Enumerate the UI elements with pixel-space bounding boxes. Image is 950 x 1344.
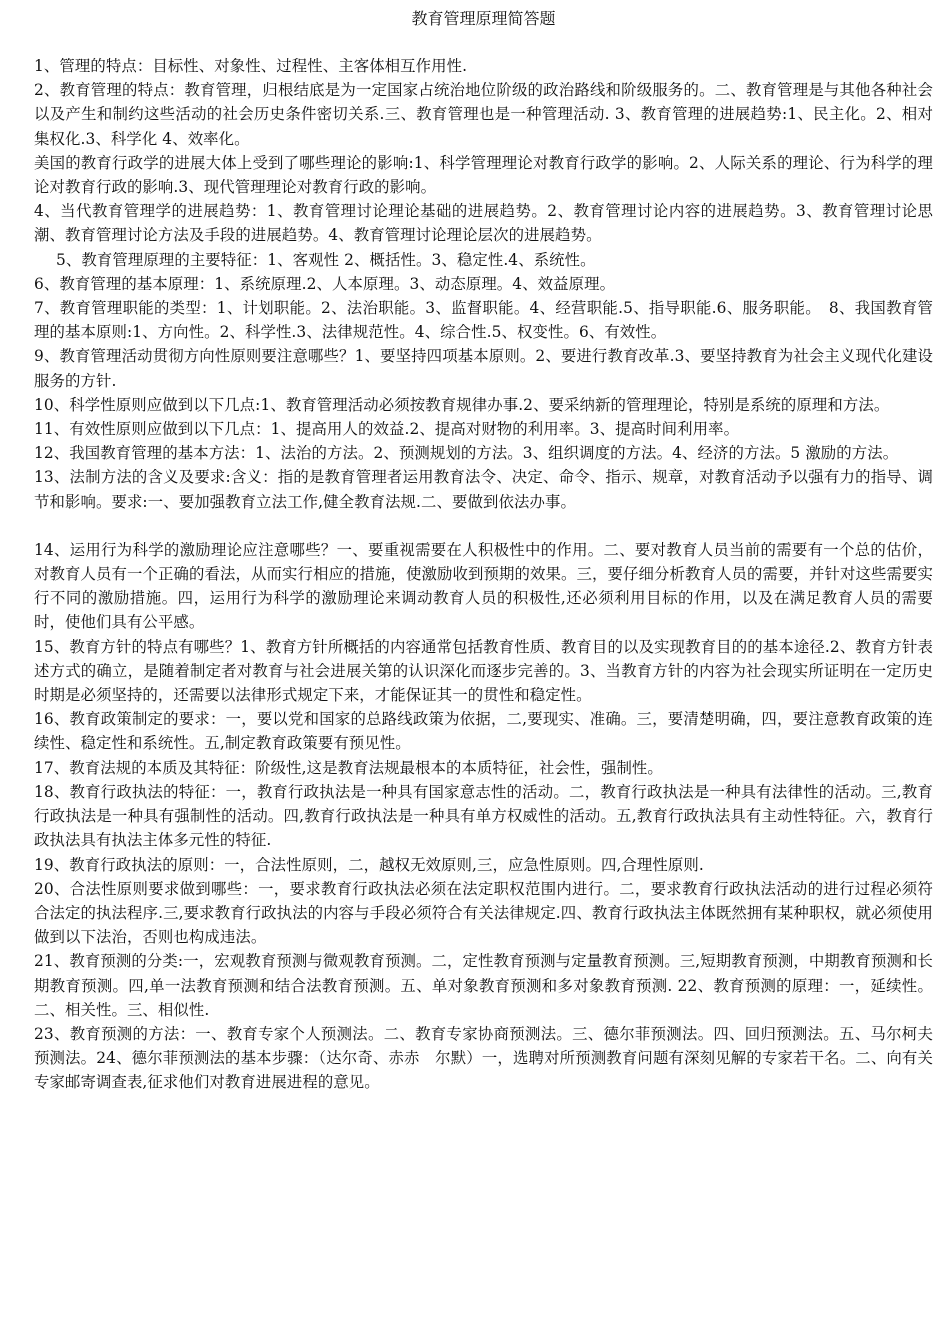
paragraph: 13、法制方法的含义及要求:含义：指的是教育管理者运用教育法令、决定、命令、指示、规章，对教育活动予以强有力的指导、调节和影响。要求:一、要加强教育立法工作,健全教育法规.二、要做到依法办事。 [34, 468, 933, 511]
paragraph: 9、教育管理活动贯彻方向性原则要注意哪些？1、要坚持四项基本原则。2、要进行教育改革.3、要坚持教育为社会主义现代化建设服务的方针. [34, 347, 933, 390]
paragraph: 7、教育管理职能的类型：1、计划职能。2、法治职能。3、监督职能。4、经营职能.5、指导职能.6、服务职能。 8、我国教育管理的基本原则:1、方向性。2、科学性.3、法律规范性。4、综合性.5、权变性。6、有效性。 [34, 299, 933, 342]
paragraph: 美国的教育行政学的进展大体上受到了哪些理论的影响:1、科学管理理论对教育行政学的影响。2、人际关系的理论、行为科学的理论对教育行政的影响.3、现代管理理论对教育行政的影响。 [34, 153, 933, 197]
paragraph: 11、有效性原则应做到以下几点：1、提高用人的效益.2、提高对财物的利用率。3、提高时间利用率。 [34, 420, 740, 439]
paragraph: 17、教育法规的本质及其特征：阶级性,这是教育法规最根本的本质特征，社会性，强制性。 [34, 758, 663, 777]
paragraph: 20、合法性原则要求做到哪些：一，要求教育行政执法必须在法定职权范围内进行。二，要求教育行政执法活动的进行过程必须符合法定的执法程序.三,要求教育行政执法的内容与手段必须符合有关法律规定.四、教育行政执法主体既然拥有某种职权，就必须使用做到以下法治，否则也构成违法。 [34, 879, 933, 947]
paragraph: 18、教育行政执法的特征：一，教育行政执法是一种具有国家意志性的活动。二，教育行政执法是一种具有法律性的活动。三,教育行政执法是一种具有强制性的活动。四,教育行政执法是一种具有单方权威性的活动。五,教育行政执法具有主动性特征。六，教育行政执法具有执法主体多元性的特征. [34, 782, 933, 850]
paragraph: 19、教育行政执法的原则：一，合法性原则，二，越权无效原则,三，应急性原则。四,合理性原则. [34, 855, 704, 874]
document-body [34, 54, 933, 1095]
paragraph: 2、教育管理的特点：教育管理，归根结底是为一定国家占统治地位阶级的政治路线和阶级服务的。二、教育管理是与其他各种社会以及产生和制约这些活动的社会历史条件密切关系.三、教育管理也是一种管理活动. 3、教育管理的进展趋势:1、民主化。2、相对集权化.3、科学化 4、效率化。 [34, 81, 933, 148]
document-title: 教育管理原理简答题 [411, 9, 556, 28]
paragraph: 4、当代教育管理学的进展趋势：1、教育管理讨论理论基础的进展趋势。2、教育管理讨论内容的进展趋势。3、教育管理讨论思潮、教育管理讨论方法及手段的进展趋势。4、教育管理讨论理论层次的进展趋势。 [34, 202, 933, 245]
paragraph: 12、我国教育管理的基本方法：1、法治的方法。2、预测规划的方法。3、组织调度的方法。4、经济的方法。5 激励的方法。 [34, 444, 899, 463]
paragraph: 14、运用行为科学的激励理论应注意哪些？一、要重视需要在人积极性中的作用。二、要对教育人员当前的需要有一个总的估价，对教育人员有一个正确的看法，从而实行相应的措施，使激励收到预期的效果。三，要仔细分析教育人员的需要，并针对这些需要实行不同的激励措施。四，运用行为科学的激励理论来调动教育人员的积极性,还必须利用目标的作用，以及在满足教育人员的需要时，使他们具有公平感。 [34, 540, 933, 632]
paragraph: 6、教育管理的基本原理：1、系统原理.2、人本原理。3、动态原理。4、效益原理。 [34, 274, 616, 293]
paragraph: 10、科学性原则应做到以下几点:1、教育管理活动必须按教育规律办事.2、要采纳新的管理理论，特别是系统的原理和方法。 [34, 395, 890, 414]
paragraph: 21、教育预测的分类:一，宏观教育预测与微观教育预测。二，定性教育预测与定量教育预测。三,短期教育预测，中期教育预测和长期教育预测。四,单一法教育预测和结合法教育预测。五、单对象教育预测和多对象教育预测. 22、教育预测的原理：一，延续性。二、相关性。三、相似性. [34, 952, 933, 1019]
paragraph: 16、教育政策制定的要求：一，要以党和国家的总路线政策为依据，二,要现实、准确。三，要清楚明确，四，要注意教育政策的连续性、稳定性和系统性。五,制定教育政策要有预见性。 [34, 710, 933, 753]
paragraph: 1、管理的特点：目标性、对象性、过程性、主客体相互作用性. [34, 57, 468, 75]
paragraph: 15、教育方针的特点有哪些？1、教育方针所概括的内容通常包括教育性质、教育目的以及实现教育目的的基本途径.2、教育方针表述方式的确立，是随着制定者对教育与社会进展关第的认识深化而逐步完善的。3、当教育方针的内容为社会现实所证明在一定历史时期是必须坚持的，还需要以法律形式规定下来，才能保证其一的贯性和稳定性。 [34, 637, 933, 705]
paragraph: 23、教育预测的方法：一、教育专家个人预测法。二、教育专家协商预测法。三、德尔菲预测法。四、回归预测法。五、马尔柯夫预测法。24、德尔菲预测法的基本步骤：（达尔奇、赤赤 尔默）一，选聘对所预测教育问题有深刻见解的专家若干名。二、向有关专家邮寄调查表,征求他们对教育进展进程的意见。 [34, 1024, 933, 1092]
paragraph: 5、教育管理原理的主要特征：1、客观性 2、概括性。3、稳定性.4、系统性。 [56, 250, 596, 269]
